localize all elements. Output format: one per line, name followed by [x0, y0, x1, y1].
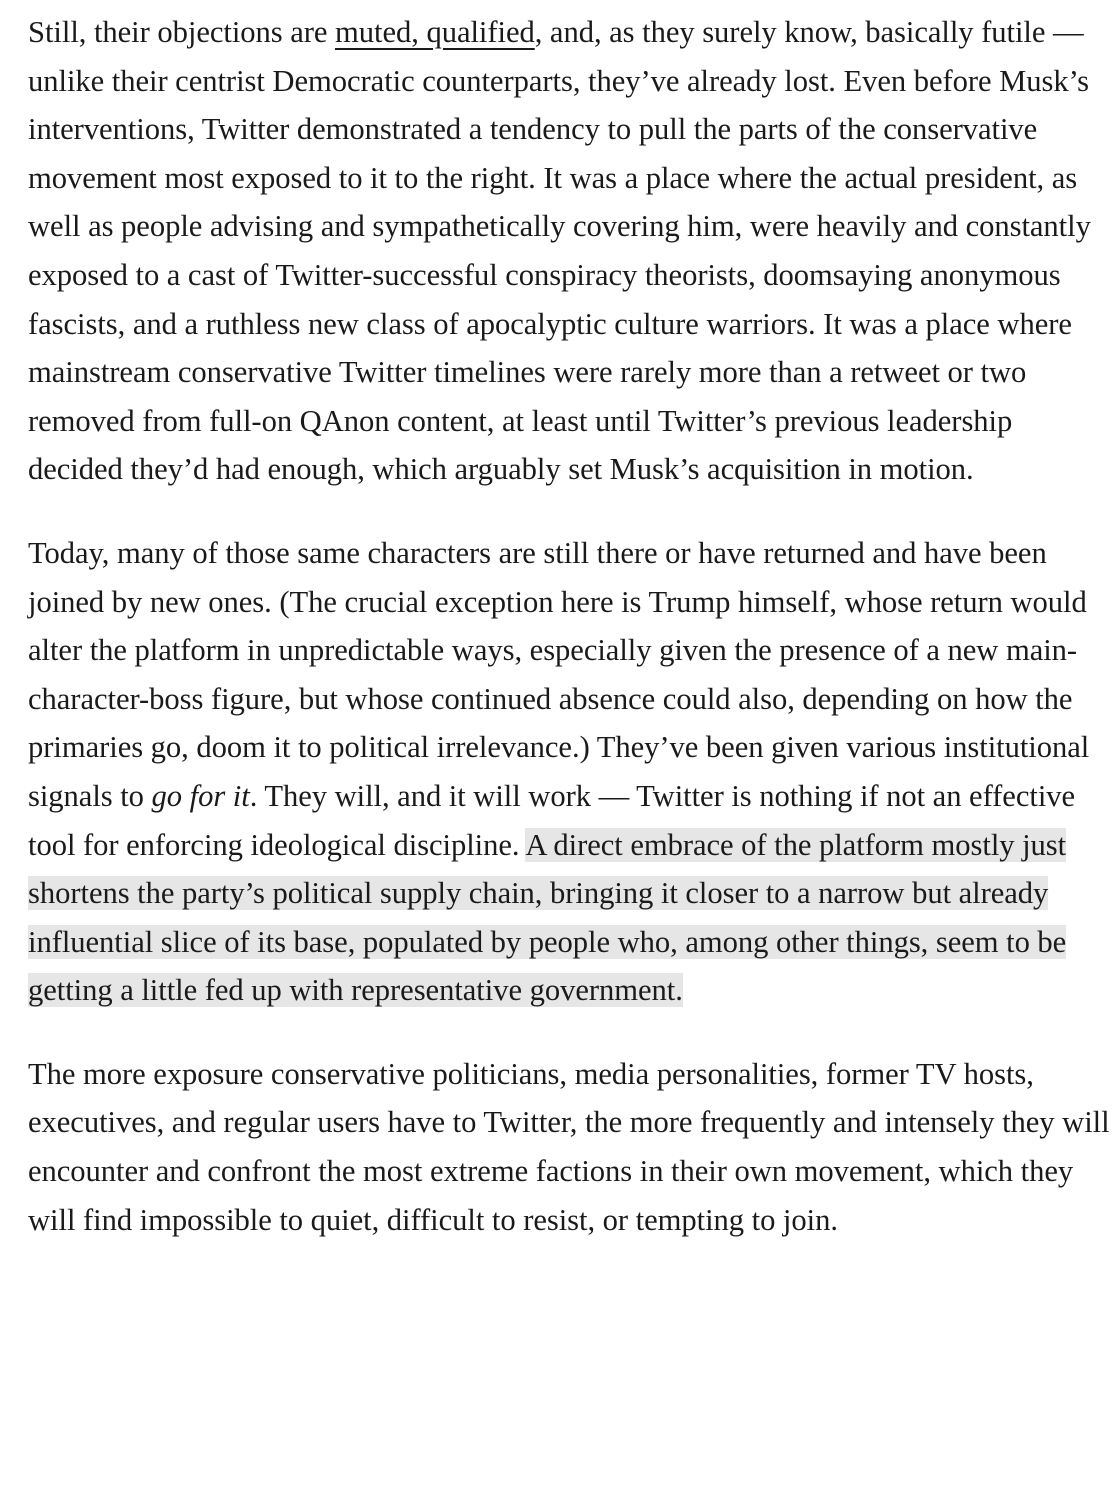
paragraph-1 [28, 8, 1110, 494]
paragraph-3 [28, 1050, 1110, 1244]
paragraph-3-text: The more exposure conservative politicians, media personalities, former TV hosts, executives, and regular users have to Twitter, the more frequently and intensely they will encounter and confront the most extreme factions in their own movement, which they will find impossible to quiet, difficult to resist, or tempting to join. [28, 1056, 1110, 1237]
highlighted-passage: A direct embrace of the platform mostly just shortens the party’s political supply chain, bringing it closer to a narrow but already influential slice of its base, populated by people who, among other things, seem to be getting a little fed up with representative government. [28, 827, 1067, 1008]
go-for-it-emphasis: go for it [151, 778, 250, 813]
article-body [28, 8, 1110, 1279]
paragraph-1-text-start: Still, their objections are [28, 15, 336, 49]
muted-qualified-link[interactable]: muted, qualified [335, 15, 535, 49]
paragraph-2-text-start: Today, many of those same characters are still there or have returned and have been joined by new ones. (The crucial exception here is Trump himself, whose return would alter the platform in unpredictable ways, especially given the presence of a new main-character-boss figure, but whose continued absence could also, depending on how the primaries go, doom it to political irrelevance.) They’ve been given various institutional signals to [28, 535, 1090, 813]
paragraph-1-text-end: , and, as they surely know, basically futile — unlike their centrist Democratic counterparts, they’ve already lost. Even before Musk’s interventions, Twitter demonstrated a tendency to pull the parts of the conservative movement most exposed to it to the right. It was a place where the actual president, as well as people advising and sympathetically covering him, were heavily and constantly exposed to a cast of Twitter-successful conspiracy theorists, doomsaying anonymous fascists, and a ruthless new class of apocalyptic culture warriors. It was a place where mainstream conservative Twitter timelines were rarely more than a retweet or two removed from full-on QAnon content, at least until Twitter’s previous leadership decided they’d had enough, which arguably set Musk’s acquisition in motion. [28, 15, 1091, 487]
paragraph-2-text-middle: . They will, and it will work — Twitter is nothing if not an effective tool for enforcing ideological discipline. [28, 778, 1076, 862]
paragraph-2 [28, 529, 1110, 1015]
